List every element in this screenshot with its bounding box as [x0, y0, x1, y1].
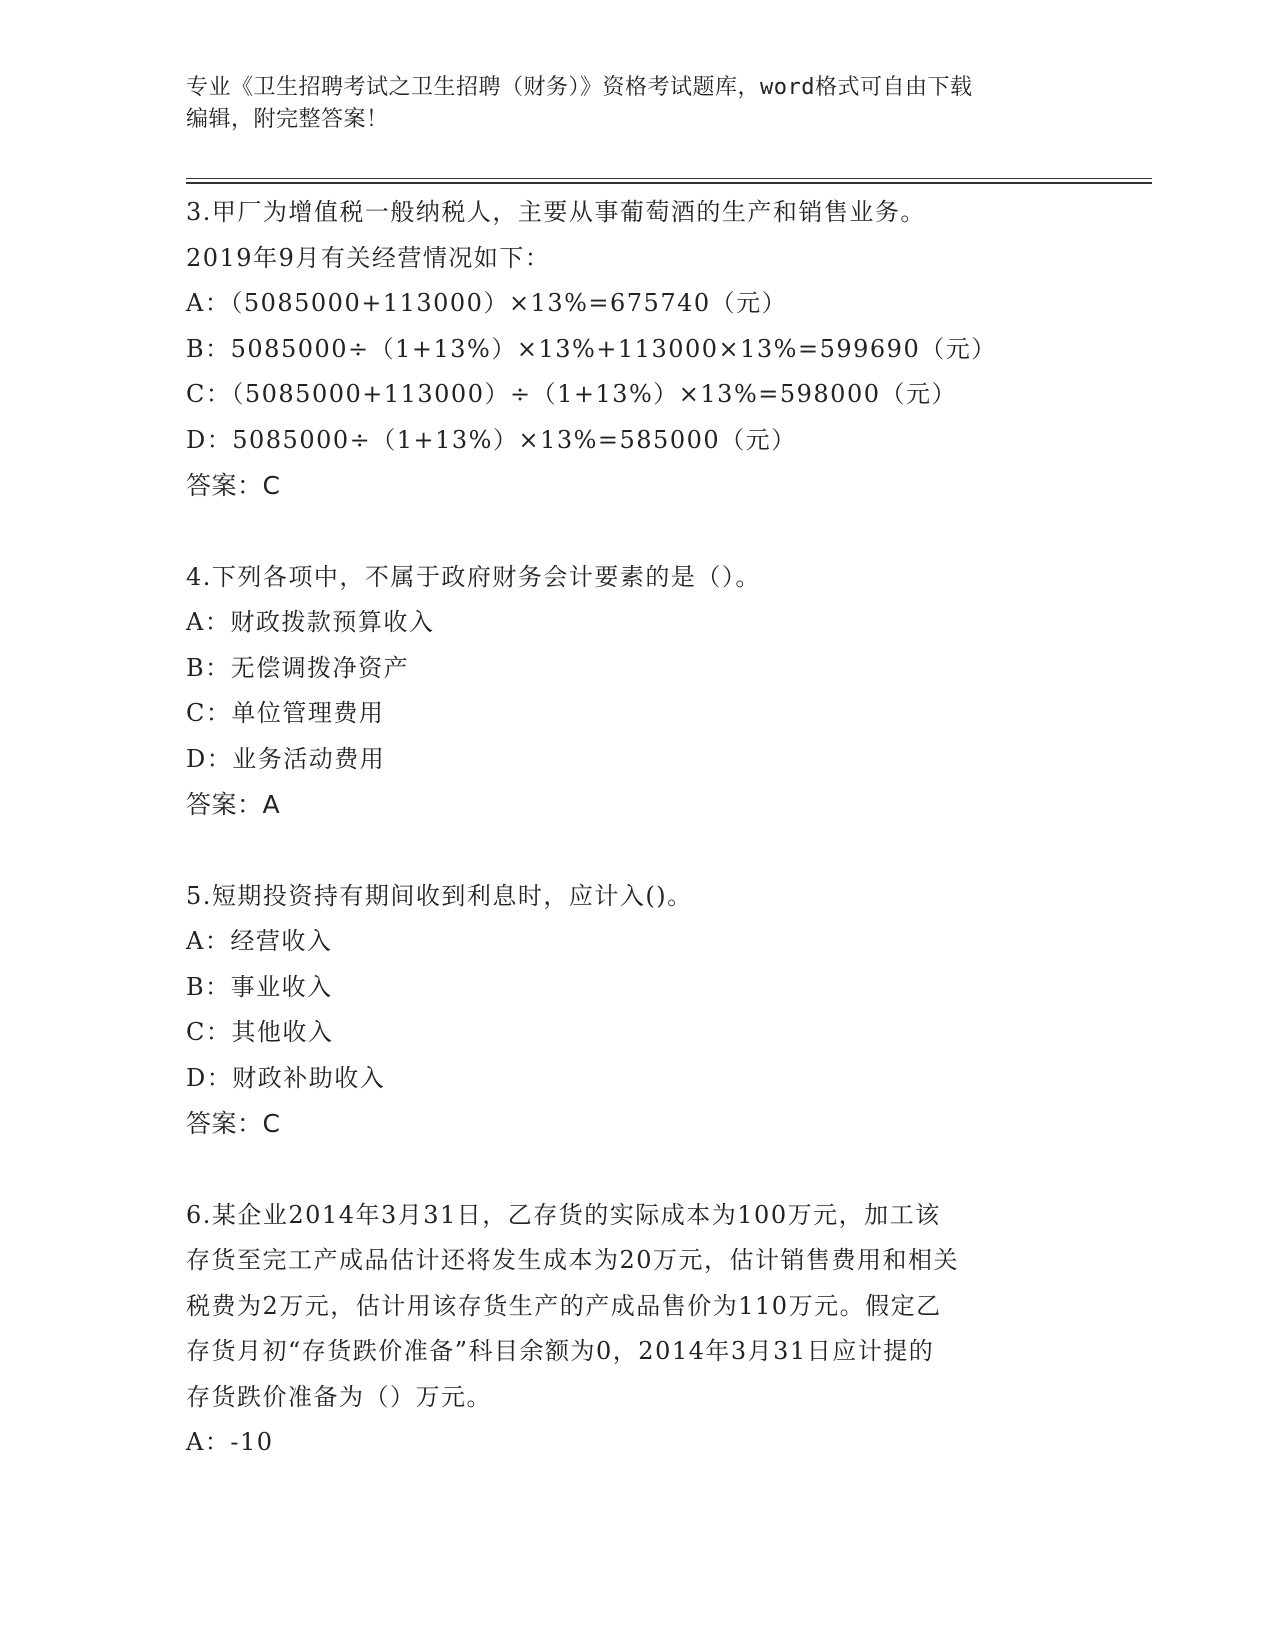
question-list — [186, 190, 1086, 1466]
answer-line: 答案：C — [186, 471, 281, 500]
option-a: A：经营收入 — [186, 927, 333, 955]
header-divider-bottom — [186, 182, 1152, 184]
question-3 — [186, 190, 1086, 509]
question-5 — [186, 874, 1086, 1147]
header-line-1: 专业《卫生招聘考试之卫生招聘（财务）》资格考试题库，word格式可自由下载 — [186, 75, 973, 100]
option-b: B：5085000÷（1+13%）×13%+113000×13%=599690（元） — [186, 334, 997, 363]
question-text: 4.下列各项中，不属于政府财务会计要素的是（）。 — [186, 562, 761, 591]
question-6 — [186, 1193, 1086, 1466]
question-text: 存货至完工产成品估计还将发生成本为20万元，估计销售费用和相关 — [186, 1246, 960, 1274]
option-c: C：（5085000+113000）÷（1+13%）×13%=598000（元） — [186, 380, 957, 408]
option-a: A：（5085000+113000）×13%=675740（元） — [186, 289, 788, 317]
question-4 — [186, 555, 1086, 828]
answer-line: 答案：A — [186, 790, 281, 819]
document-header — [186, 72, 1086, 136]
question-text: 6.某企业2014年3月31日，乙存货的实际成本为100万元，加工该 — [186, 1200, 941, 1229]
option-a: A：-10 — [186, 1428, 274, 1456]
question-text: 3.甲厂为增值税一般纳税人，主要从事葡萄酒的生产和销售业务。 — [186, 198, 926, 226]
option-a: A：财政拨款预算收入 — [186, 608, 435, 636]
answer-line: 答案：C — [186, 1109, 281, 1138]
option-d: D：财政补助收入 — [186, 1063, 386, 1092]
question-text: 税费为2万元，估计用该存货生产的产成品售价为110万元。假定乙 — [186, 1291, 942, 1320]
option-d: D：5085000÷（1+13%）×13%=585000（元） — [186, 425, 797, 454]
header-line-2: 编辑，附完整答案！ — [186, 107, 389, 132]
question-text: 存货月初“存货跌价准备”科目余额为0，2014年3月31日应计提的 — [186, 1337, 935, 1365]
question-text: 存货跌价准备为（）万元。 — [186, 1382, 492, 1411]
option-c: C：单位管理费用 — [186, 699, 385, 727]
header-divider-top — [186, 178, 1152, 179]
option-d: D：业务活动费用 — [186, 744, 386, 773]
spacer — [186, 509, 1086, 555]
option-c: C：其他收入 — [186, 1018, 334, 1046]
option-b: B：事业收入 — [186, 972, 333, 1001]
option-b: B：无偿调拨净资产 — [186, 653, 410, 682]
spacer — [186, 828, 1086, 874]
question-text: 5.短期投资持有期间收到利息时，应计入()。 — [186, 881, 693, 910]
question-text: 2019年9月有关经营情况如下： — [186, 243, 551, 272]
spacer — [186, 1147, 1086, 1193]
